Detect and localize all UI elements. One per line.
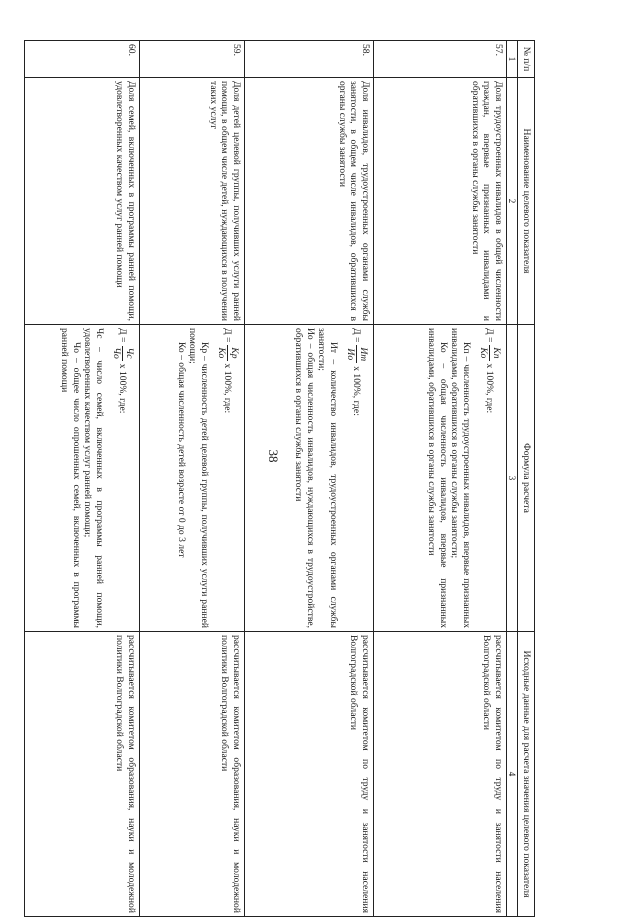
formula (111, 328, 135, 628)
table-header-row (518, 41, 535, 917)
indicators-table (24, 40, 535, 917)
formula (216, 328, 240, 628)
indicator-name: Доля семей, включенных в программы ранней помощи, удовлетворенных качеством услуг ранней помощи (24, 78, 139, 325)
source-data: рассчитывается комитетом по труду и занятости населения Волгоградской области (373, 632, 506, 917)
formula-denominator: Чо (111, 347, 123, 359)
formula-rest: x 100%, где: (222, 363, 234, 414)
formula-lhs: Д = (351, 328, 363, 343)
table-row (244, 41, 373, 917)
formula-lhs: Д = (484, 328, 496, 343)
header-num: № п/п (518, 41, 535, 78)
header-formula: Формула расчета (518, 325, 535, 632)
header-name: Наименование целевого показателя (518, 78, 535, 325)
row-number: 59. (139, 41, 244, 78)
formula-lhs: Д = (222, 328, 234, 343)
formula-cell (24, 325, 139, 632)
formula-explanation (59, 328, 105, 628)
formula-cell (244, 325, 373, 632)
formula-rest: x 100%, где: (484, 363, 496, 414)
formula-cell (139, 325, 244, 632)
explanation-line: Чо – общее число опрошенных семей, включенных в программы ранней помощи (59, 328, 82, 628)
explanation-line: Ко – общая численность детей возрасте от 0 до 3 лет (175, 342, 187, 558)
explanation-line: Кп – численность трудоустроенных инвалидов, впервые признанных инвалидами, обратившихся в органы службы занятости; (449, 328, 472, 628)
formula-numerator: Кр (228, 347, 240, 359)
formula (478, 328, 502, 628)
source-data: рассчитывается комитетом образования, науки и молодежной политики Волгоградской области (139, 632, 244, 917)
indicator-name: Доля трудоустроенных инвалидов в общей численности граждан, впервые признанных инвалидами и обратившихся в органы службы занятости (373, 78, 506, 325)
explanation-line: Ио – общая численность инвалидов, нуждающихся в трудоустройстве, обратившихся в органы службы занятости (293, 328, 316, 628)
table-row (373, 41, 506, 917)
rotated-table-container (59, 40, 535, 913)
column-number: 1 (506, 41, 518, 78)
column-number-row (506, 41, 518, 917)
row-number: 58. (244, 41, 373, 78)
formula-numerator: Кп (490, 347, 502, 359)
source-data: рассчитывается комитетом образования, науки и молодежной политики Волгоградской области (24, 632, 139, 917)
formula-rest: x 100%, где: (351, 366, 363, 416)
table-row (139, 41, 244, 917)
column-number: 3 (506, 325, 518, 632)
indicator-name: Доля инвалидов, трудоустроенных органами службы занятости, в общем числе инвалидов, обратившихся в органы службы занятости (244, 78, 373, 325)
formula-explanation (293, 328, 339, 628)
explanation-line: Кр – численность детей целевой группы, получивших услуги ранней помощи; (187, 328, 210, 628)
formula (345, 328, 369, 628)
source-data: рассчитывается комитетом по труду и занятости населения Волгоградской области (244, 632, 373, 917)
page-number: 38 (266, 449, 281, 463)
formula-explanation (175, 328, 210, 628)
formula-fraction (478, 345, 502, 360)
formula-numerator: Ит (357, 347, 369, 362)
formula-fraction (345, 345, 369, 363)
column-number: 2 (506, 78, 518, 325)
row-number: 57. (373, 41, 506, 78)
explanation-line: Чс – число семей, включенных в программы ранней помощи, удовлетворенных качеством услуг ранней помощи; (82, 328, 105, 628)
header-source: Исходные данные для расчета значения целевого показателя (518, 632, 535, 917)
formula-cell (373, 325, 506, 632)
table-row (24, 41, 139, 917)
formula-lhs: Д = (117, 328, 129, 343)
formula-denominator: Ко (216, 347, 228, 359)
formula-numerator: Чс (123, 347, 135, 359)
formula-rest: x 100%, где: (117, 363, 129, 414)
explanation-line: Ко – общая численность инвалидов, впервые признанных инвалидами, обратившихся в органы службы занятости (426, 328, 449, 628)
formula-fraction (216, 345, 240, 360)
formula-explanation (426, 328, 472, 628)
column-number: 4 (506, 632, 518, 917)
formula-denominator: Ио (345, 348, 357, 361)
formula-fraction (111, 345, 135, 360)
indicator-name: Доля детей целевой группы, получивших услуги ранней помощи, в общем числе детей, нуждающихся в получении таких услуг (139, 78, 244, 325)
formula-denominator: Ко (478, 347, 490, 359)
explanation-line: Ит – количество инвалидов, трудоустроенных органами службы занятости; (316, 328, 339, 628)
row-number: 60. (24, 41, 139, 78)
